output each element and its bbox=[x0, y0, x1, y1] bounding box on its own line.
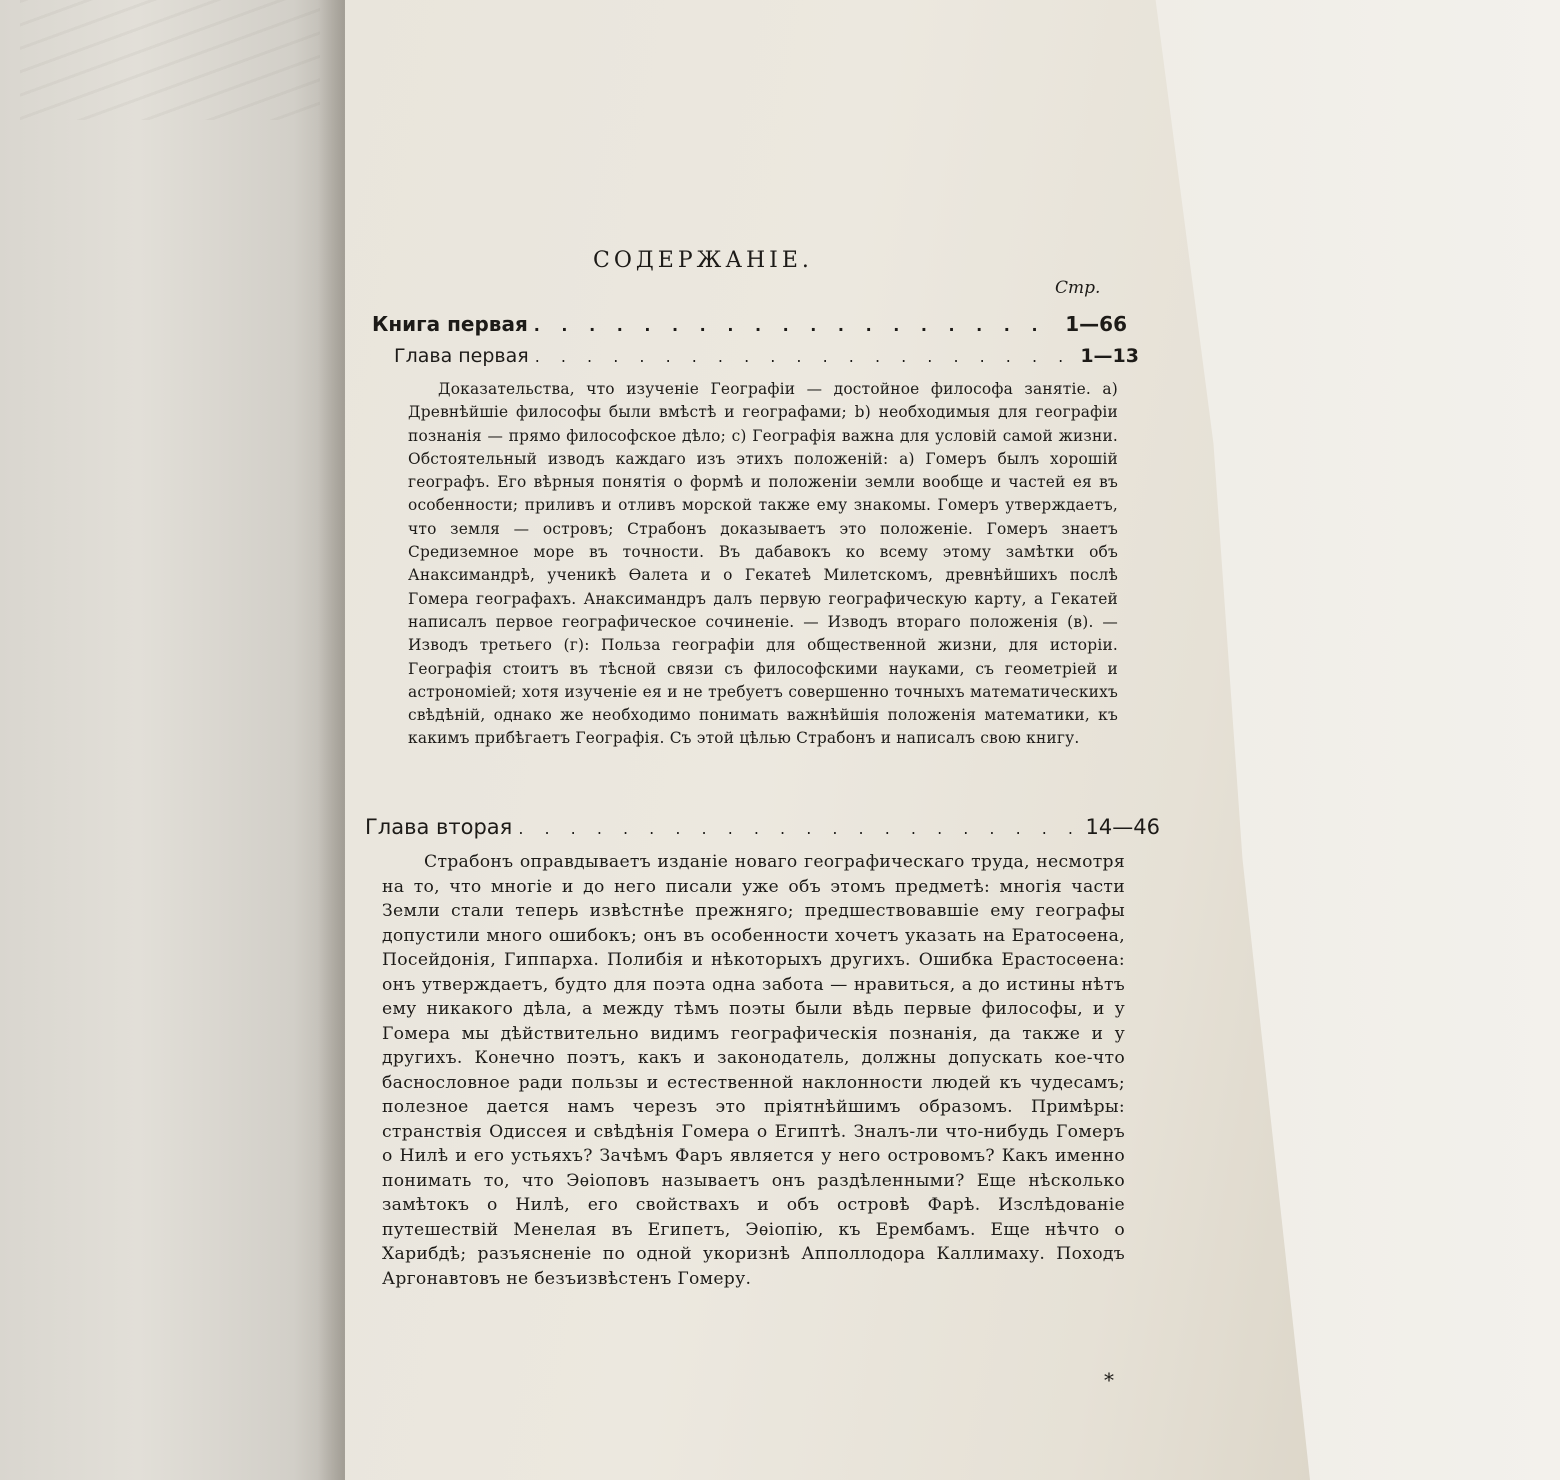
toc-entry-label: Глава вторая bbox=[365, 815, 513, 839]
page-title: СОДЕРЖАНІЕ. bbox=[593, 248, 813, 273]
toc-entry-chapter-one bbox=[394, 345, 1139, 367]
toc-entry-pages: 1—66 bbox=[1065, 312, 1127, 336]
chapter-two-summary: Страбонъ оправдываетъ изданіе новаго географическаго труда, несмотря на то, что многіе и до него писали уже объ этомъ предметѣ: многія части Земли стали теперь извѣстнѣе прежняго; предшествовавшіе ему географы допустили много ошибокъ; онъ въ особенности хочетъ указать на Ератосѳена, Посейдонія, Гиппарха. Полибія и нѣкоторыхъ другихъ. Ошибка Ерастосѳена: онъ утверждаетъ, будто для поэта одна забота — нравиться, а до истины нѣтъ ему никакого дѣла, а между тѣмъ поэты были вѣдь первые философы, и у Гомера мы дѣйствительно видимъ географическія познанія, да также и у другихъ. Конечно поэтъ, какъ и законодатель, должны допускать кое-что баснословное ради пользы и естественной наклонности людей къ чудесамъ; полезное дается намъ черезъ это пріятнѣйшимъ образомъ. Примѣры: странствія Одиссея и свѣдѣнія Гомера о Египтѣ. Зналъ-ли что-нибудь Гомеръ о Нилѣ и его устьяхъ? Зачѣмъ Фаръ является у него островомъ? Какъ именно понимать то, что Эѳіоповъ называетъ онъ раздѣленными? Еще нѣсколько замѣтокъ о Нилѣ, его свойствахъ и объ островѣ Фарѣ. Изслѣдованіе путешествій Менелая въ Египетъ, Эѳіопію, къ Ерембамъ. Еще нѣчто о Харибдѣ; разъясненіе по одной укоризнѣ Апполлодора Каллимаху. Походъ Аргонавтовъ не безъизвѣстенъ Гомеру. bbox=[382, 852, 1125, 1289]
dot-leader bbox=[535, 347, 1075, 366]
toc-entry-label: Глава первая bbox=[394, 345, 529, 367]
dot-leader bbox=[534, 316, 1059, 335]
toc-entry-chapter-two bbox=[365, 815, 1160, 839]
chapter-one-summary: Доказательства, что изученіе Географіи — достойное философа занятіе. а) Древнѣйшіе философы были вмѣстѣ и географами; b) необходимыя для географіи познанія — прямо философское дѣло; с) Географія важна для условій самой жизни. Обстоятельный изводъ каждаго изъ этихъ положеній: а) Гомеръ былъ хорошій географъ. Его вѣрныя понятія о формѣ и положеніи земли вообще и частей ея въ особенности; приливъ и отливъ морской также ему знакомы. Гомеръ утверждаетъ, что земля — островъ; Страбонъ доказываетъ это положеніе. Гомеръ знаетъ Средиземное море въ точности. Въ дабавокъ ко всему этому замѣтки объ Анаксимандрѣ, ученикѣ Ѳалета и о Гекатеѣ Милетскомъ, древнѣйшихъ послѣ Гомера географахъ. Анаксимандръ далъ первую географическую карту, а Гекатей написалъ первое географическое сочиненіе. — Изводъ втораго положенія (в). — Изводъ третьего (г): Польза географіи для общественной жизни, для исторіи. Географія стоитъ въ тѣсной связи съ философскими науками, съ геометріей и астрономіей; хотя изученіе ея и не требуетъ совершенно точныхъ математическихъ свѣдѣній, однако же необходимо понимать важнѣйшія положенія математики, къ какимъ прибѣгаетъ Географія. Съ этой цѣлью Страбонъ и написалъ свою книгу. bbox=[408, 380, 1118, 748]
signature-mark: * bbox=[1104, 1368, 1114, 1392]
toc-entry-pages: 1—13 bbox=[1080, 345, 1139, 367]
toc-entry-pages: 14—46 bbox=[1085, 815, 1160, 839]
toc-entry-label: Книга первая bbox=[372, 312, 528, 336]
left-page bbox=[0, 0, 345, 1480]
toc-entry-book-one bbox=[372, 312, 1127, 336]
dot-leader bbox=[518, 819, 1079, 838]
page-column-label: Стр. bbox=[1055, 278, 1101, 298]
left-page-bleedthrough bbox=[20, 0, 320, 120]
